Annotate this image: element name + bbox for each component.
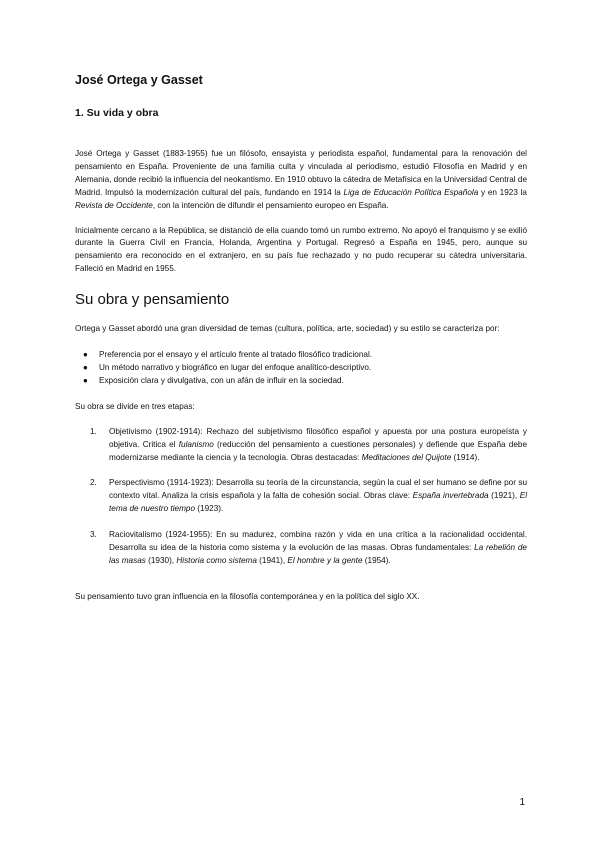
- style-bullet-list: [75, 349, 527, 388]
- bio-p1-text-3: , con la intención de difundir el pensamiento europeo en España.: [152, 200, 389, 210]
- stage-text: (1921),: [488, 491, 520, 501]
- stage-text: Perspectivismo (1914-1923): Desarrolla su teoría de la circunstancia, según la cual el ser humano se define por su contexto vital. Analiza la crisis española y la falta de cohesión social. Obras clave:: [109, 478, 527, 501]
- stages-intro-paragraph: Su obra se divide en tres etapas:: [75, 401, 195, 411]
- themes-intro-paragraph: Ortega y Gasset abordó una gran diversidad de temas (cultura, política, arte, sociedad) y su estilo se caracteriza por:: [75, 324, 500, 334]
- bio-p1-italic-revista: Revista de Occidente: [75, 200, 153, 210]
- bio-p1-italic-liga: Liga de Educación Política Española: [343, 187, 479, 197]
- stage-text: (1954).: [362, 555, 391, 565]
- bullet-text: Exposición clara y divulgativa, con un afán de influir en la sociedad.: [99, 375, 344, 385]
- stage-text: (1914).: [451, 452, 480, 462]
- section-heading-vida-obra: 1. Su vida y obra: [75, 107, 159, 119]
- stage-text: Objetivismo (1902-1914): Rechazo del subjetivismo filosófico español y apuesta por una postura europeísta y objetiva. Critica el: [109, 426, 527, 449]
- bio-paragraph-2: Inicialmente cercano a la República, se distanció de ella cuando tomó un rumbo extremo. No apoyó el franquismo y se exilió durante la Guerra Civil en Francia, Holanda, Argentina y Portugal. Regresó a España en 1945, pero, aunque su pensamiento era reconocido en el extranjero, en su país fue rechazado y no pudo recuperar su cátedra universitaria. Falleció en Madrid en 1955.: [75, 225, 527, 274]
- list-item: [75, 375, 527, 388]
- stage-italic: España invertebrada: [412, 491, 489, 501]
- list-item: [75, 362, 527, 375]
- list-number: 2.: [90, 478, 97, 488]
- stage-text: (1930),: [145, 555, 177, 565]
- list-item: [75, 426, 527, 465]
- bio-p1-text-2: y en 1923 la: [478, 187, 527, 197]
- stage-text: (1923).: [195, 504, 224, 514]
- stage-italic: El tema de nuestro tiempo: [109, 491, 528, 514]
- bullet-icon: ●: [83, 362, 88, 372]
- bullet-icon: ●: [83, 350, 88, 360]
- bullet-icon: ●: [83, 375, 88, 385]
- stage-italic: El hombre y la gente: [287, 555, 363, 565]
- stage-italic: La rebelión de las masas: [109, 543, 527, 565]
- bullet-text: Un método narrativo y biográfico en lugar del enfoque analítico-descriptivo.: [99, 362, 372, 372]
- list-item: [75, 477, 527, 516]
- stage-italic: Meditaciones del Quijote: [361, 452, 452, 462]
- list-item: [75, 529, 527, 568]
- stage-italic: fulanismo: [178, 439, 214, 449]
- bullet-text: Preferencia por el ensayo y el artículo frente al tratado filosófico tradicional.: [99, 350, 373, 360]
- stage-text: (1941),: [256, 555, 288, 565]
- document-title: José Ortega y Gasset: [75, 73, 203, 87]
- stages-numbered-list: [75, 426, 527, 568]
- stage-text: Raciovitalismo (1924-1955): En su madurez, combina razón y vida en una crítica a la racionalidad occidental. Desarrolla su idea de la historia como sistema y la evolución de las masas. Obras fundamentales:: [109, 530, 527, 553]
- closing-paragraph: Su pensamiento tuvo gran influencia en la filosofía contemporánea y en la política del siglo XX.: [75, 591, 420, 601]
- bio-p1-text-1: José Ortega y Gasset (1883-1955) fue un filósofo, ensayista y periodista español, fundamental para la renovación del pensamiento en España. Proveniente de una familia culta y vinculada al periodismo, estudió Filosofía en Madrid y en Alemania, donde recibió la influencia del neokantismo. En 1910 obtuvo la cátedra de Metafísica en la Universidad Central de Madrid. Impulsó la modernización cultural del país, fundando en 1914 la: [75, 149, 527, 197]
- list-item: [75, 349, 527, 362]
- stage-text: (reducción del pensamiento a cuestiones personales) y defiende que España debe modernizarse mediante la ciencia y la tecnología. Obras destacadas:: [109, 439, 527, 462]
- list-number: 1.: [90, 426, 97, 436]
- list-number: 3.: [90, 530, 97, 540]
- stage-italic: Historia como sistema: [176, 555, 257, 565]
- section-heading-obra-pensamiento: Su obra y pensamiento: [75, 291, 230, 309]
- page-number: 1: [519, 797, 525, 808]
- bio-paragraph-1: [75, 148, 527, 213]
